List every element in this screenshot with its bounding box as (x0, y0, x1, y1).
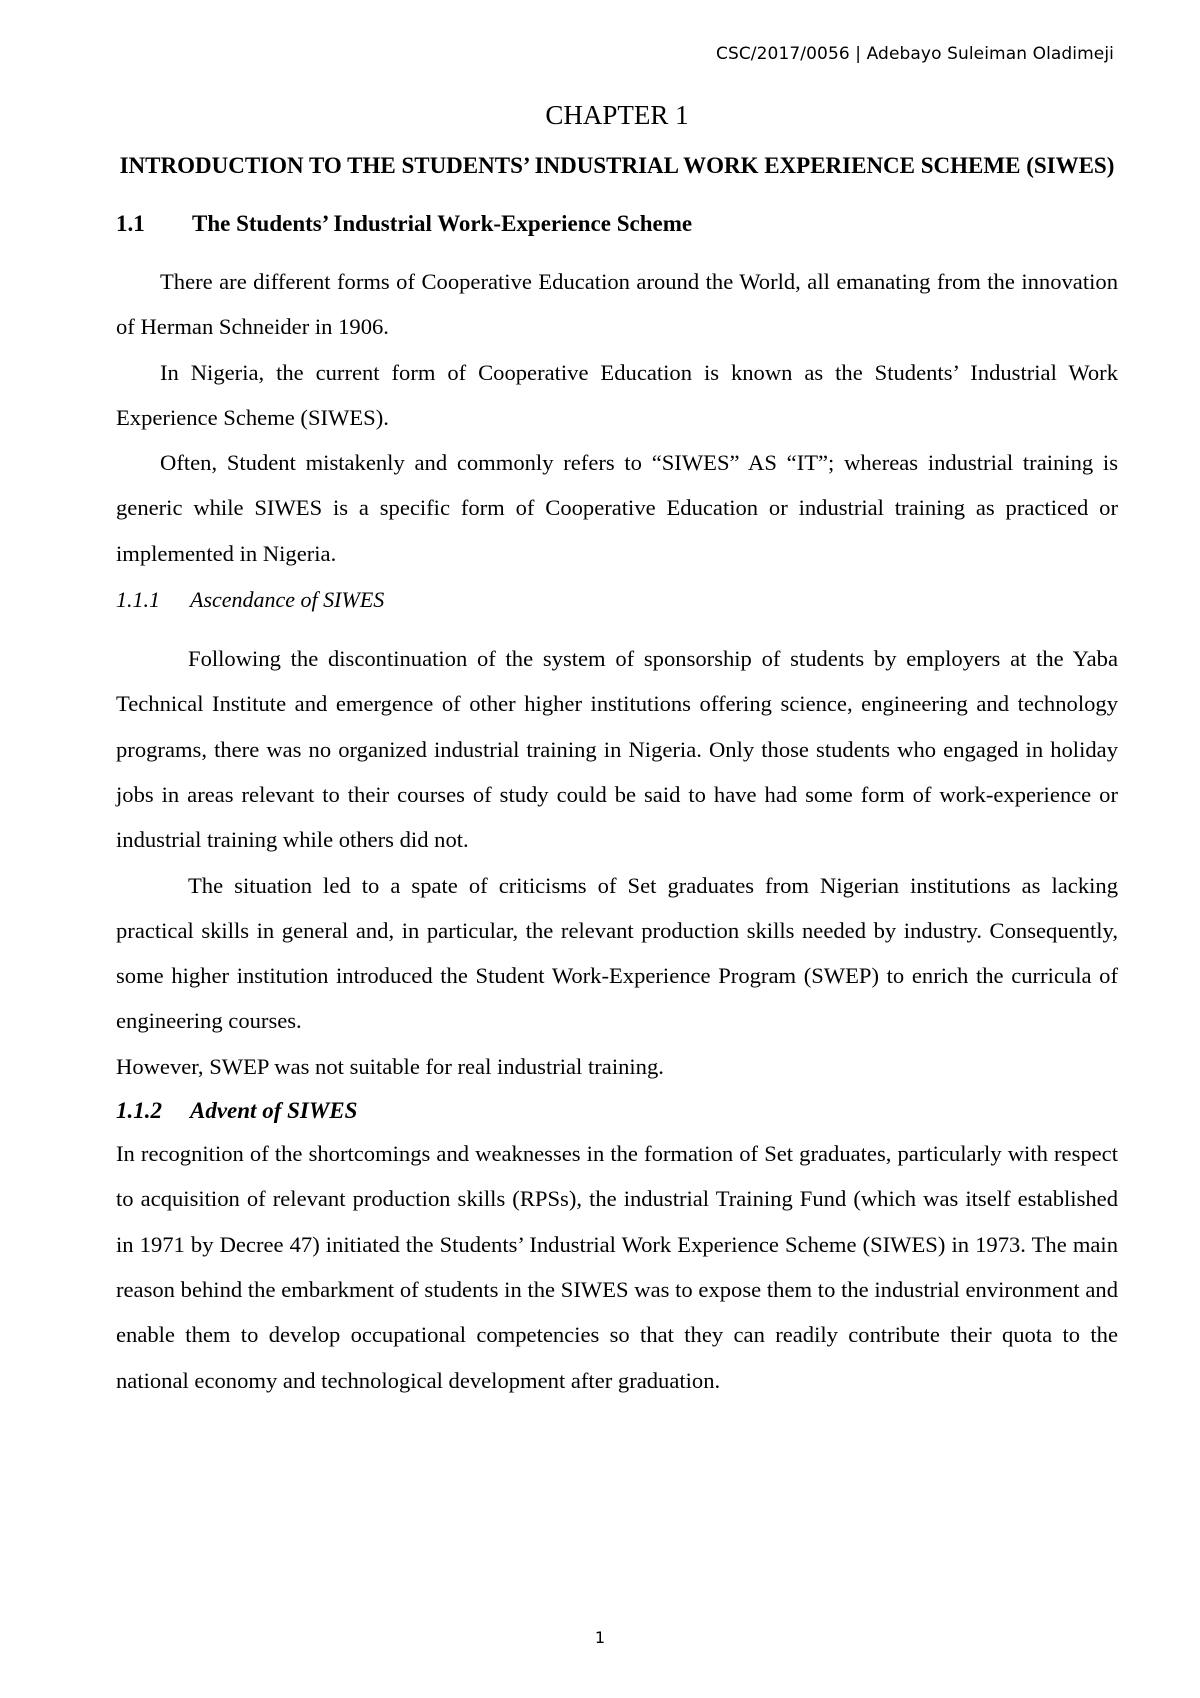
subsection-title: Advent of SIWES (190, 1098, 358, 1124)
section-title: The Students’ Industrial Work-Experience Scheme (192, 211, 693, 236)
subsection-heading-1-1-2 (116, 1091, 1118, 1131)
paragraph: The situation led to a spate of criticisms of Set graduates from Nigerian institutions as lacking practical skills in general and, in particular, the relevant production skills needed by industry. Consequently, some higher institution introduced the Student Work-Experience Program (SWEP) to enrich the curricula of engineering courses. (116, 872, 1118, 1034)
subsection-title: Ascendance of SIWES (190, 587, 385, 613)
subsection-heading-1-1-1 (116, 580, 1118, 620)
paragraph: Following the discontinuation of the system of sponsorship of students by employers at the Yaba Technical Institute and emergence of other higher institutions offering science, engineering and technology programs, there was no organized industrial training in Nigeria. Only those students who engaged in holiday jobs in areas relevant to their courses of study could be said to have had some form of work-experience or industrial training while others did not. (116, 646, 1118, 853)
page-number: 1 (594, 1628, 606, 1647)
chapter-title: INTRODUCTION TO THE STUDENTS’ INDUSTRIAL WORK EXPERIENCE SCHEME (SIWES) (119, 153, 1115, 178)
paragraph: There are different forms of Cooperative Education around the World, all emanating from the innovation of Herman Schneider in 1906. (116, 269, 1118, 340)
paragraph: However, SWEP was not suitable for real industrial training. (116, 1053, 664, 1079)
paragraph: In recognition of the shortcomings and weaknesses in the formation of Set graduates, particularly with respect to acquisition of relevant production skills (RPSs), the industrial Training Fund (which was itself established in 1971 by Decree 47) initiated the Students’ Industrial Work Experience Scheme (SIWES) in 1973. The main reason behind the embarkment of students in the SIWES was to expose them to the industrial environment and enable them to develop occupational competencies so that they can readily contribute their quota to the national economy and technological development after graduation. (116, 1141, 1118, 1393)
paragraph: In Nigeria, the current form of Cooperative Education is known as the Students’ Industrial Work Experience Scheme (SIWES). (116, 359, 1118, 430)
chapter-label: CHAPTER 1 (545, 100, 689, 130)
running-header: CSC/2017/0056 | Adebayo Suleiman Oladimeji (715, 44, 1114, 64)
page-content (116, 92, 1118, 1403)
subsection-number: 1.1.1 (116, 587, 160, 613)
section-heading-1-1 (116, 206, 1118, 242)
section-number: 1.1 (116, 211, 145, 236)
paragraph: Often, Student mistakenly and commonly refers to “SIWES” AS “IT”; whereas industrial training is generic while SIWES is a specific form of Cooperative Education or industrial training as practiced or implemented in Nigeria. (116, 450, 1118, 566)
subsection-number: 1.1.2 (116, 1098, 162, 1124)
